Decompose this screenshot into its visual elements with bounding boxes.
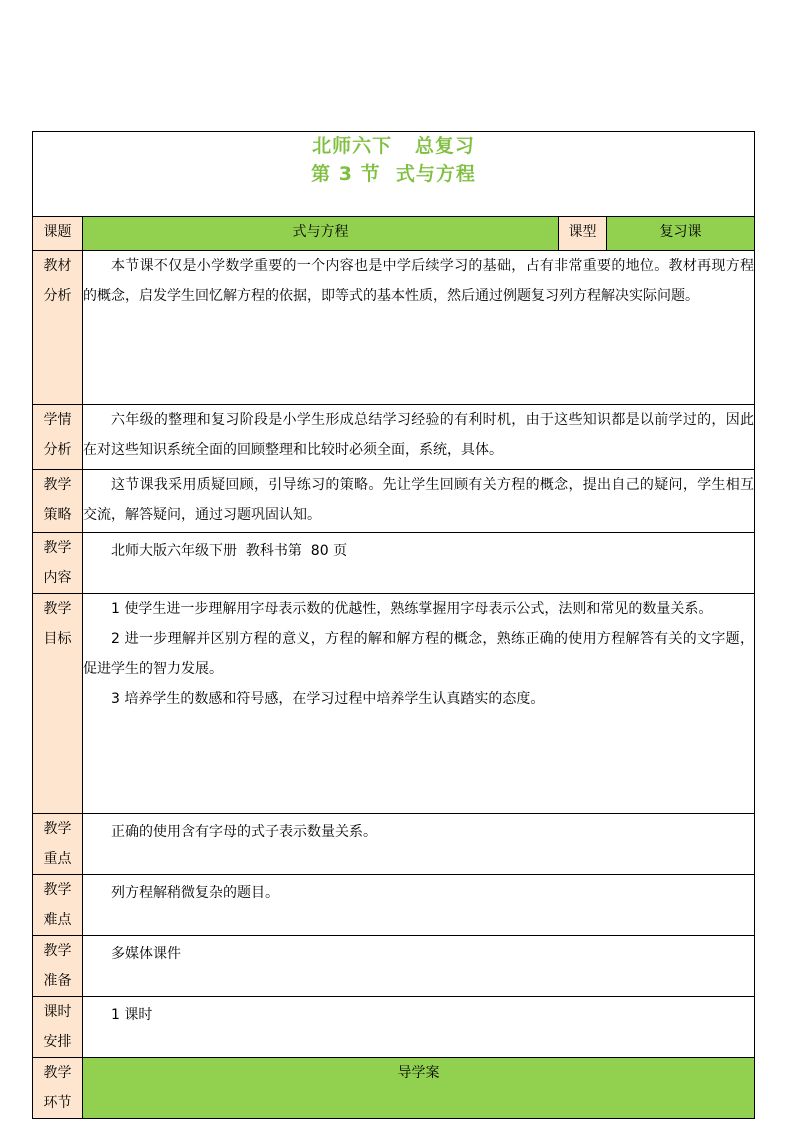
text-anpai: 1 课时 — [111, 1007, 153, 1023]
content-zhunbei — [83, 936, 755, 997]
content-mubiao — [83, 594, 755, 814]
text-zhunbei: 多媒体课件 — [111, 946, 181, 962]
row-mubiao — [33, 594, 755, 814]
text-celue: 这节课我采用质疑回顾，引导练习的策略。先让学生回顾有关方程的概念，提出自己的疑问，学生相互交流，解答疑问，通过习题巩固认知。 — [83, 477, 754, 523]
row-celue — [33, 470, 755, 533]
label-neirong — [33, 533, 83, 594]
label-zhongdian-text: 教学 重点 — [43, 821, 72, 867]
label-anpai-text: 课时 安排 — [43, 1004, 72, 1050]
label-neirong-text: 教学 内容 — [43, 540, 72, 586]
label-jiaocai-text: 教材 分析 — [43, 258, 72, 304]
row-keti — [33, 217, 755, 251]
label-jiaocai — [33, 251, 83, 405]
row-neirong — [33, 533, 755, 594]
label-huanjie — [33, 1058, 83, 1119]
label-celue — [33, 470, 83, 533]
value-huanjie: 导学案 — [83, 1058, 755, 1119]
label-anpai — [33, 997, 83, 1058]
goal-item: 1 使学生进一步理解用字母表示数的优越性，熟练掌握用字母表示公式，法则和常见的数量关系。 — [111, 601, 713, 617]
text-jiaocai: 本节课不仅是小学数学重要的一个内容也是中学后续学习的基础，占有非常重要的地位。教材再现方程的概念，启发学生回忆解方程的依据，即等式的基本性质，然后通过例题复习列方程解决实际问题。 — [83, 258, 754, 304]
content-neirong — [83, 533, 755, 594]
title-cell — [33, 132, 755, 217]
row-huanjie — [33, 1058, 755, 1119]
label-zhunbei — [33, 936, 83, 997]
content-jiaocai — [83, 251, 755, 405]
label-xueqing — [33, 405, 83, 470]
row-zhunbei — [33, 936, 755, 997]
row-nandian — [33, 875, 755, 936]
label-nandian — [33, 875, 83, 936]
label-keti: 课题 — [33, 217, 83, 251]
value-kexing: 复习课 — [607, 217, 755, 251]
title-line-1: 北师六下 总复习 — [312, 135, 475, 157]
title-row — [33, 132, 755, 217]
label-mubiao — [33, 594, 83, 814]
goal-item: 3 培养学生的数感和符号感，在学习过程中培养学生认真踏实的态度。 — [111, 691, 545, 707]
label-kexing: 课型 — [559, 217, 607, 251]
lesson-plan-table — [32, 131, 755, 1119]
label-zhongdian — [33, 814, 83, 875]
row-anpai — [33, 997, 755, 1058]
label-huanjie-text: 教学 环节 — [43, 1065, 72, 1111]
text-neirong: 北师大版六年级下册 教科书第 80 页 — [111, 543, 348, 559]
label-nandian-text: 教学 难点 — [43, 882, 72, 928]
row-zhongdian — [33, 814, 755, 875]
goal-item: 2 进一步理解并区别方程的意义，方程的解和解方程的概念，熟练正确的使用方程解答有关的文字题，促进学生的智力发展。 — [83, 631, 754, 677]
text-zhongdian: 正确的使用含有字母的式子表示数量关系。 — [111, 824, 377, 840]
content-nandian — [83, 875, 755, 936]
content-zhongdian — [83, 814, 755, 875]
label-xueqing-text: 学情 分析 — [43, 412, 72, 458]
label-zhunbei-text: 教学 准备 — [43, 943, 72, 989]
text-nandian: 列方程解稍微复杂的题目。 — [111, 885, 279, 901]
row-xueqing — [33, 405, 755, 470]
content-xueqing — [83, 405, 755, 470]
text-xueqing: 六年级的整理和复习阶段是小学生形成总结学习经验的有利时机，由于这些知识都是以前学过的，因此在对这些知识系统全面的回顾整理和比较时必须全面，系统，具体。 — [83, 412, 754, 458]
value-keti: 式与方程 — [83, 217, 559, 251]
label-celue-text: 教学 策略 — [43, 477, 72, 523]
label-mubiao-text: 教学 目标 — [43, 601, 72, 647]
title-line-2: 第 3 节 式与方程 — [311, 163, 476, 185]
row-jiaocai — [33, 251, 755, 405]
content-anpai — [83, 997, 755, 1058]
content-celue — [83, 470, 755, 533]
